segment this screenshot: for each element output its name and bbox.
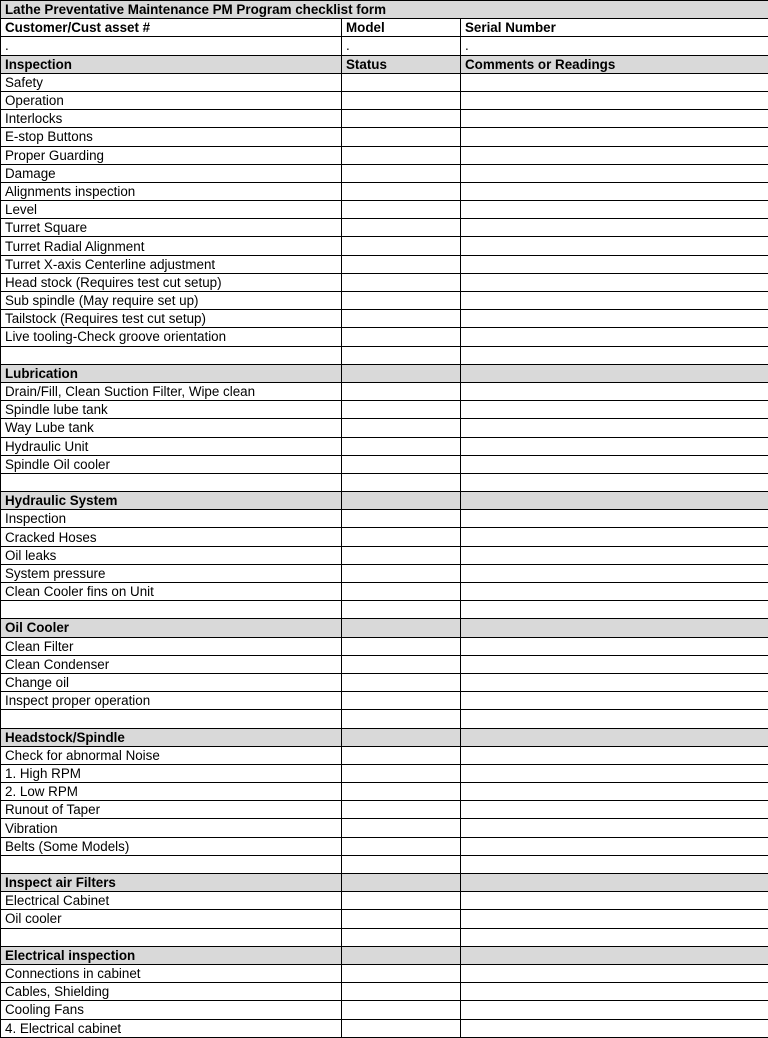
- comments-cell[interactable]: [461, 528, 768, 546]
- inspection-item: Head stock (Requires test cut setup): [1, 273, 342, 291]
- comments-cell[interactable]: [461, 710, 768, 728]
- status-cell[interactable]: [342, 255, 461, 273]
- checklist-row: [1, 219, 768, 237]
- customer-asset-label: Customer/Cust asset #: [1, 19, 342, 37]
- status-cell[interactable]: [342, 201, 461, 219]
- inspection-item: Belts (Some Models): [1, 837, 342, 855]
- checklist-row: [1, 546, 768, 564]
- checklist-row: [1, 764, 768, 782]
- inspection-item: Proper Guarding: [1, 146, 342, 164]
- checklist-row: [1, 328, 768, 346]
- section-status-cell: [342, 728, 461, 746]
- spacer-row: [1, 346, 768, 364]
- section-header-oil-cooler: [1, 619, 768, 637]
- model-field[interactable]: .: [342, 37, 461, 55]
- form-title-row: [1, 1, 768, 19]
- comments-cell[interactable]: [461, 819, 768, 837]
- inspection-item: 4. Electrical cabinet: [1, 1019, 342, 1037]
- inspection-item: Electrical Cabinet: [1, 892, 342, 910]
- inspection-item: 2. Low RPM: [1, 783, 342, 801]
- comments-cell[interactable]: [461, 546, 768, 564]
- status-cell[interactable]: [342, 655, 461, 673]
- spacer-row: [1, 601, 768, 619]
- section-comments-cell: [461, 728, 768, 746]
- status-cell[interactable]: [342, 764, 461, 782]
- inspection-item: Runout of Taper: [1, 801, 342, 819]
- inspection-item: Check for abnormal Noise: [1, 746, 342, 764]
- comments-cell[interactable]: [461, 783, 768, 801]
- status-cell[interactable]: [342, 110, 461, 128]
- checklist-body: [1, 1, 768, 1038]
- spacer-row: [1, 928, 768, 946]
- checklist-row: [1, 964, 768, 982]
- status-cell[interactable]: [342, 601, 461, 619]
- checklist-row: [1, 73, 768, 91]
- checklist-row: [1, 837, 768, 855]
- inspection-item: [1, 473, 342, 491]
- checklist-row: [1, 437, 768, 455]
- checklist-row: [1, 128, 768, 146]
- spacer-row: [1, 473, 768, 491]
- status-cell[interactable]: [342, 237, 461, 255]
- inspection-item: Clean Filter: [1, 637, 342, 655]
- section-heading: Electrical inspection: [1, 946, 342, 964]
- checklist-row: [1, 564, 768, 582]
- section-heading: Headstock/Spindle: [1, 728, 342, 746]
- status-cell[interactable]: [342, 892, 461, 910]
- checklist-row: [1, 146, 768, 164]
- section-heading: Inspect air Filters: [1, 874, 342, 892]
- section-heading: Oil Cooler: [1, 619, 342, 637]
- comments-cell[interactable]: [461, 637, 768, 655]
- status-cell[interactable]: [342, 455, 461, 473]
- checklist-row: [1, 692, 768, 710]
- comments-cell[interactable]: [461, 273, 768, 291]
- comments-cell[interactable]: [461, 346, 768, 364]
- comments-cell[interactable]: [461, 455, 768, 473]
- inspection-item: Drain/Fill, Clean Suction Filter, Wipe clean: [1, 382, 342, 400]
- comments-cell[interactable]: [461, 237, 768, 255]
- inspection-item: [1, 601, 342, 619]
- checklist-row: [1, 510, 768, 528]
- status-cell[interactable]: [342, 128, 461, 146]
- checklist-row: [1, 673, 768, 691]
- status-cell[interactable]: [342, 837, 461, 855]
- checklist-row: [1, 310, 768, 328]
- status-cell[interactable]: [342, 437, 461, 455]
- status-cell[interactable]: [342, 710, 461, 728]
- comments-column-header: Comments or Readings: [461, 55, 768, 73]
- status-cell[interactable]: [342, 346, 461, 364]
- inspection-item: Vibration: [1, 819, 342, 837]
- inspection-column-header: Inspection: [1, 55, 342, 73]
- status-cell[interactable]: [342, 146, 461, 164]
- comments-cell[interactable]: [461, 746, 768, 764]
- comments-cell[interactable]: [461, 855, 768, 873]
- comments-cell[interactable]: [461, 201, 768, 219]
- comments-cell[interactable]: [461, 128, 768, 146]
- checklist-row: [1, 292, 768, 310]
- status-column-header: Status: [342, 55, 461, 73]
- inspection-item: Safety: [1, 73, 342, 91]
- section-status-cell: [342, 946, 461, 964]
- comments-cell[interactable]: [461, 964, 768, 982]
- section-status-cell: [342, 619, 461, 637]
- comments-cell[interactable]: [461, 983, 768, 1001]
- status-cell[interactable]: [342, 928, 461, 946]
- status-cell[interactable]: [342, 783, 461, 801]
- section-comments-cell: [461, 492, 768, 510]
- comments-cell[interactable]: [461, 892, 768, 910]
- comments-cell[interactable]: [461, 1001, 768, 1019]
- inspection-item: [1, 710, 342, 728]
- inspection-item: Operation: [1, 91, 342, 109]
- inspection-item: System pressure: [1, 564, 342, 582]
- checklist-row: [1, 382, 768, 400]
- status-cell[interactable]: [342, 473, 461, 491]
- spacer-row: [1, 855, 768, 873]
- inspection-item: [1, 855, 342, 873]
- comments-cell[interactable]: [461, 692, 768, 710]
- status-cell[interactable]: [342, 164, 461, 182]
- inspection-item: Damage: [1, 164, 342, 182]
- status-cell[interactable]: [342, 528, 461, 546]
- checklist-row: [1, 801, 768, 819]
- checklist-row: [1, 910, 768, 928]
- form-title: Lathe Preventative Maintenance PM Program checklist form: [1, 1, 768, 19]
- checklist-row: [1, 819, 768, 837]
- section-header-lubrication: [1, 364, 768, 382]
- comments-cell[interactable]: [461, 837, 768, 855]
- checklist-row: [1, 255, 768, 273]
- section-comments-cell: [461, 364, 768, 382]
- inspection-item: Spindle Oil cooler: [1, 455, 342, 473]
- comments-cell[interactable]: [461, 510, 768, 528]
- checklist-row: [1, 1019, 768, 1037]
- inspection-item: Inspect proper operation: [1, 692, 342, 710]
- comments-cell[interactable]: [461, 73, 768, 91]
- comments-cell[interactable]: [461, 583, 768, 601]
- checklist-row: [1, 1001, 768, 1019]
- comments-cell[interactable]: [461, 146, 768, 164]
- status-cell[interactable]: [342, 1019, 461, 1037]
- inspection-item: Turret Square: [1, 219, 342, 237]
- inspection-item: Cables, Shielding: [1, 983, 342, 1001]
- status-cell[interactable]: [342, 219, 461, 237]
- comments-cell[interactable]: [461, 382, 768, 400]
- checklist-row: [1, 201, 768, 219]
- column-header-row: [1, 55, 768, 73]
- status-cell[interactable]: [342, 637, 461, 655]
- inspection-item: Live tooling-Check groove orientation: [1, 328, 342, 346]
- checklist-row: [1, 91, 768, 109]
- section-comments-cell: [461, 946, 768, 964]
- inspection-item: [1, 928, 342, 946]
- status-cell[interactable]: [342, 419, 461, 437]
- comments-cell[interactable]: [461, 910, 768, 928]
- status-cell[interactable]: [342, 746, 461, 764]
- asset-header-row: [1, 19, 768, 37]
- inspection-item: Clean Condenser: [1, 655, 342, 673]
- status-cell[interactable]: [342, 546, 461, 564]
- checklist-row: [1, 746, 768, 764]
- inspection-item: Hydraulic Unit: [1, 437, 342, 455]
- inspection-item: Way Lube tank: [1, 419, 342, 437]
- section-header-hydraulic-system: [1, 492, 768, 510]
- checklist-row: [1, 273, 768, 291]
- section-heading: Hydraulic System: [1, 492, 342, 510]
- status-cell[interactable]: [342, 583, 461, 601]
- status-cell[interactable]: [342, 401, 461, 419]
- comments-cell[interactable]: [461, 255, 768, 273]
- section-heading: Lubrication: [1, 364, 342, 382]
- status-cell[interactable]: [342, 964, 461, 982]
- checklist-row: [1, 528, 768, 546]
- comments-cell[interactable]: [461, 764, 768, 782]
- inspection-item: Level: [1, 201, 342, 219]
- section-status-cell: [342, 874, 461, 892]
- checklist-row: [1, 164, 768, 182]
- status-cell[interactable]: [342, 564, 461, 582]
- status-cell[interactable]: [342, 292, 461, 310]
- customer-asset-field[interactable]: .: [1, 37, 342, 55]
- inspection-item: Clean Cooler fins on Unit: [1, 583, 342, 601]
- inspection-item: 1. High RPM: [1, 764, 342, 782]
- inspection-item: Sub spindle (May require set up): [1, 292, 342, 310]
- checklist-row: [1, 655, 768, 673]
- status-cell[interactable]: [342, 692, 461, 710]
- status-cell[interactable]: [342, 910, 461, 928]
- comments-cell[interactable]: [461, 564, 768, 582]
- inspection-item: Turret X-axis Centerline adjustment: [1, 255, 342, 273]
- comments-cell[interactable]: [461, 419, 768, 437]
- status-cell[interactable]: [342, 273, 461, 291]
- status-cell[interactable]: [342, 983, 461, 1001]
- comments-cell[interactable]: [461, 310, 768, 328]
- inspection-item: Turret Radial Alignment: [1, 237, 342, 255]
- comments-cell[interactable]: [461, 401, 768, 419]
- checklist-row: [1, 401, 768, 419]
- comments-cell[interactable]: [461, 164, 768, 182]
- checklist-row: [1, 637, 768, 655]
- status-cell[interactable]: [342, 382, 461, 400]
- inspection-item: Inspection: [1, 510, 342, 528]
- comments-cell[interactable]: [461, 601, 768, 619]
- comments-cell[interactable]: [461, 928, 768, 946]
- inspection-item: Cracked Hoses: [1, 528, 342, 546]
- status-cell[interactable]: [342, 310, 461, 328]
- section-comments-cell: [461, 619, 768, 637]
- status-cell[interactable]: [342, 182, 461, 200]
- inspection-item: Oil leaks: [1, 546, 342, 564]
- inspection-item: Oil cooler: [1, 910, 342, 928]
- status-cell[interactable]: [342, 73, 461, 91]
- status-cell[interactable]: [342, 510, 461, 528]
- inspection-item: E-stop Buttons: [1, 128, 342, 146]
- checklist-row: [1, 583, 768, 601]
- comments-cell[interactable]: [461, 91, 768, 109]
- inspection-item: Alignments inspection: [1, 182, 342, 200]
- section-header-headstock-spindle: [1, 728, 768, 746]
- status-cell[interactable]: [342, 801, 461, 819]
- comments-cell[interactable]: [461, 673, 768, 691]
- comments-cell[interactable]: [461, 801, 768, 819]
- comments-cell[interactable]: [461, 182, 768, 200]
- serial-number-label: Serial Number: [461, 19, 768, 37]
- status-cell[interactable]: [342, 1001, 461, 1019]
- spacer-row: [1, 710, 768, 728]
- section-status-cell: [342, 364, 461, 382]
- checklist-row: [1, 983, 768, 1001]
- status-cell[interactable]: [342, 855, 461, 873]
- checklist-row: [1, 237, 768, 255]
- inspection-item: Interlocks: [1, 110, 342, 128]
- asset-values-row: [1, 37, 768, 55]
- section-status-cell: [342, 492, 461, 510]
- model-label: Model: [342, 19, 461, 37]
- section-header-electrical-inspection: [1, 946, 768, 964]
- comments-cell[interactable]: [461, 655, 768, 673]
- checklist-row: [1, 419, 768, 437]
- inspection-item: Change oil: [1, 673, 342, 691]
- comments-cell[interactable]: [461, 437, 768, 455]
- comments-cell[interactable]: [461, 473, 768, 491]
- checklist-row: [1, 455, 768, 473]
- checklist-row: [1, 182, 768, 200]
- comments-cell[interactable]: [461, 328, 768, 346]
- checklist-row: [1, 110, 768, 128]
- status-cell[interactable]: [342, 673, 461, 691]
- inspection-item: Spindle lube tank: [1, 401, 342, 419]
- inspection-item: [1, 346, 342, 364]
- status-cell[interactable]: [342, 819, 461, 837]
- comments-cell[interactable]: [461, 1019, 768, 1037]
- serial-number-field[interactable]: .: [461, 37, 768, 55]
- section-comments-cell: [461, 874, 768, 892]
- section-header-inspect-air-filters: [1, 874, 768, 892]
- checklist-row: [1, 892, 768, 910]
- inspection-item: Connections in cabinet: [1, 964, 342, 982]
- inspection-item: Tailstock (Requires test cut setup): [1, 310, 342, 328]
- inspection-item: Cooling Fans: [1, 1001, 342, 1019]
- checklist-row: [1, 783, 768, 801]
- comments-cell[interactable]: [461, 110, 768, 128]
- status-cell[interactable]: [342, 91, 461, 109]
- comments-cell[interactable]: [461, 219, 768, 237]
- comments-cell[interactable]: [461, 292, 768, 310]
- status-cell[interactable]: [342, 328, 461, 346]
